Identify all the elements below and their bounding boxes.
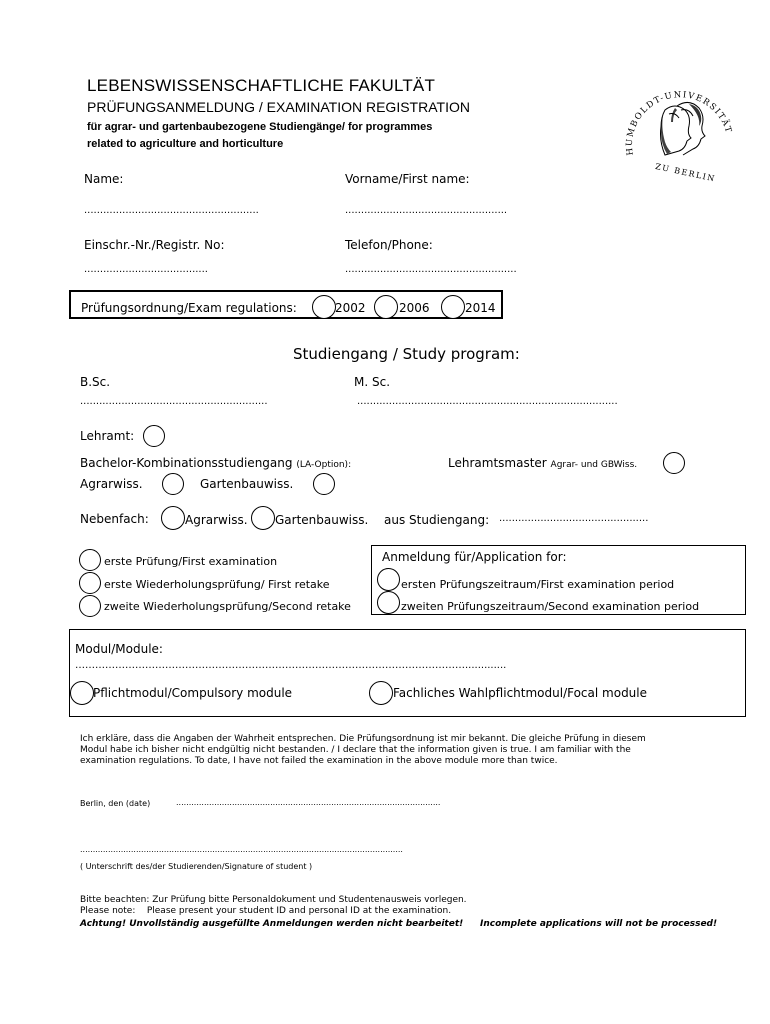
kombi-agrar-label: Agrarwiss. [80, 477, 143, 491]
second-retake-radio[interactable] [79, 595, 101, 617]
university-seal-logo [615, 70, 745, 185]
aus-studiengang-field[interactable]: ............................................... [499, 513, 649, 524]
warning-german: Achtung! Unvollständig ausgefüllte Anmeldungen werden nicht bearbeitet! [80, 919, 464, 929]
first-period-radio[interactable] [377, 568, 400, 591]
msc-label: M. Sc. [354, 375, 391, 389]
form-subtitle-2: related to agriculture and horticulture [87, 138, 284, 150]
kombi-text: Bachelor-Kombinationsstudiengang [80, 456, 293, 470]
kombi-option-text: (LA-Option): [296, 460, 352, 470]
regulations-label: Prüfungsordnung/Exam regulations: [81, 301, 297, 315]
lehramt-radio[interactable] [143, 425, 165, 447]
lehramtsmaster-label [448, 456, 637, 470]
kombi-garten-radio[interactable] [313, 473, 335, 495]
regulation-2006-radio[interactable] [374, 295, 398, 319]
date-field[interactable]: ........................................................................................................ [176, 798, 441, 807]
signature-label: ( Unterschrift des/der Studierenden/Signature of student ) [80, 862, 313, 871]
module-field[interactable]: ………………………………………………………………………………………………………............. [75, 660, 507, 671]
module-box [69, 629, 746, 717]
kombi-garten-label: Gartenbauwiss. [200, 477, 294, 491]
date-label: Berlin, den (date) [80, 799, 151, 808]
first-exam-radio[interactable] [79, 549, 101, 571]
kombi-label [80, 456, 351, 470]
note-english [80, 906, 451, 916]
svg-text:HUMBOLDT-UNIVERSITÄT: HUMBOLDT-UNIVERSITÄT [624, 90, 734, 156]
lehramtsmaster-radio[interactable] [663, 452, 685, 474]
nebenfach-label: Nebenfach: [80, 512, 149, 526]
form-title: PRÜFUNGSANMELDUNG / EXAMINATION REGISTRATION [87, 99, 470, 115]
second-retake-label: zweite Wiederholungsprüfung/Second retake [104, 600, 351, 613]
compulsory-module-radio[interactable] [70, 681, 94, 705]
lehramt-label: Lehramt: [80, 429, 135, 443]
svg-text:ZU BERLIN: ZU BERLIN [654, 161, 717, 184]
first-period-label: ersten Prüfungszeitraum/First examination period [401, 578, 675, 591]
declaration-line-3: examination regulations. To date, I have not failed the examination in the above module more than twice. [80, 756, 558, 766]
warning-english: Incomplete applications will not be processed! [480, 919, 718, 929]
nebenfach-garten-label: Gartenbauwiss. [275, 513, 369, 527]
second-period-radio[interactable] [377, 591, 400, 614]
regulation-2014-label: 2014 [465, 301, 496, 315]
compulsory-module-label: Pflichtmodul/Compulsory module [93, 686, 293, 700]
lehramtsmaster-sub-text: Agrar- und GBWiss. [550, 460, 638, 470]
bsc-label: B.Sc. [80, 375, 111, 389]
firstname-label: Vorname/First name: [345, 172, 470, 186]
note-english-label: Please note: [80, 906, 136, 916]
focal-module-label: Fachliches Wahlpflichtmodul/Focal module [393, 686, 648, 700]
bsc-field[interactable]: ........................................................... [80, 396, 268, 407]
regulation-2006-label: 2006 [399, 301, 430, 315]
study-program-heading: Studiengang / Study program: [293, 345, 520, 363]
regulation-2014-radio[interactable] [441, 295, 465, 319]
module-label: Modul/Module: [75, 642, 163, 656]
regno-field[interactable]: ....................................... [84, 264, 208, 275]
regno-label: Einschr.-Nr./Registr. No: [84, 238, 225, 252]
form-subtitle-1: für agrar- und gartenbaubezogene Studiengänge/ for programmes [87, 121, 433, 133]
kombi-agrar-radio[interactable] [162, 473, 184, 495]
lehramtsmaster-text: Lehramtsmaster [448, 456, 547, 470]
regulation-2002-label: 2002 [335, 301, 366, 315]
name-label: Name: [84, 172, 124, 186]
declaration-line-2: Modul habe ich bisher nicht endgültig nicht bestanden. / I declare that the information given is true. I am familiar with the [80, 745, 631, 755]
nebenfach-agrar-radio[interactable] [161, 506, 185, 530]
phone-field[interactable]: ...................................................... [345, 264, 517, 275]
signature-field[interactable]: ............................................................................................................................... [80, 845, 403, 854]
firstname-field[interactable]: ................................................... [345, 205, 508, 216]
nebenfach-garten-radio[interactable] [251, 506, 275, 530]
focal-module-radio[interactable] [369, 681, 393, 705]
regulation-2002-radio[interactable] [312, 295, 336, 319]
name-field[interactable]: ....................................................... [84, 205, 259, 216]
first-retake-radio[interactable] [79, 572, 101, 594]
aus-studiengang-label: aus Studiengang: [384, 513, 490, 527]
nebenfach-agrar-label: Agrarwiss. [185, 513, 248, 527]
note-german: Bitte beachten: Zur Prüfung bitte Personaldokument und Studentenausweis vorlegen. [80, 895, 467, 905]
msc-field[interactable]: .................................................................................. [357, 396, 618, 407]
second-period-label: zweiten Prüfungszeitraum/Second examination period [401, 600, 700, 613]
declaration-line-1: Ich erkläre, dass die Angaben der Wahrheit entsprechen. Die Prüfungsordnung ist mir bekannt. Die gleiche Prüfung in diesem [80, 734, 646, 744]
phone-label: Telefon/Phone: [345, 238, 433, 252]
first-retake-label: erste Wiederholungsprüfung/ First retake [104, 578, 330, 591]
note-english-text: Please present your student ID and personal ID at the examination. [146, 906, 452, 916]
application-heading: Anmeldung für/Application for: [382, 550, 567, 564]
faculty-title: LEBENSWISSENSCHAFTLICHE FAKULTÄT [87, 76, 436, 95]
first-exam-label: erste Prüfung/First examination [104, 555, 278, 568]
